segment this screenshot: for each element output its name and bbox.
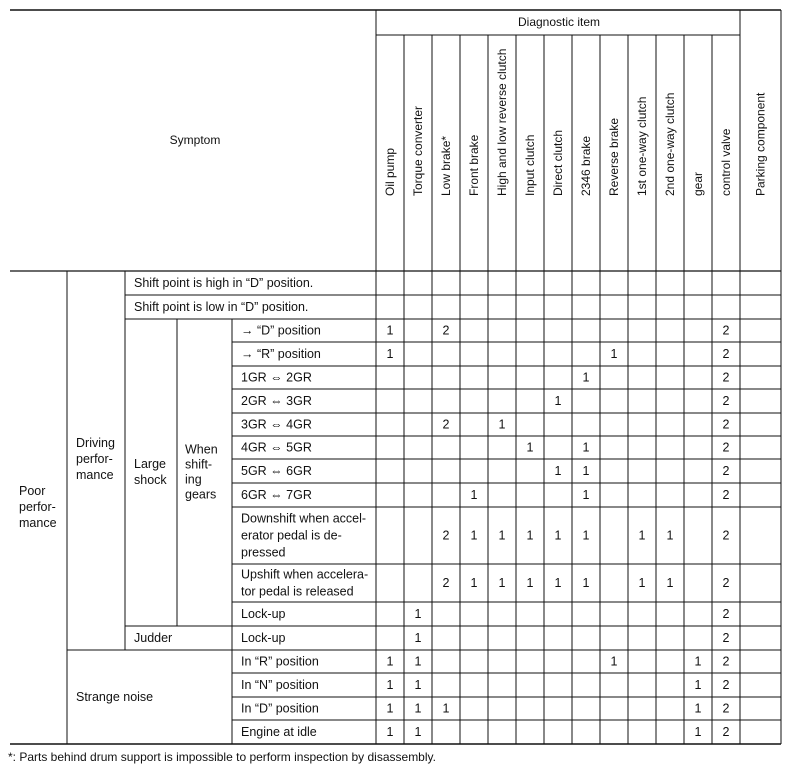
value-cell: 1 — [582, 488, 590, 502]
row-label: Lock-up — [241, 607, 286, 621]
value-cell: 1 — [386, 347, 394, 361]
group-label: Poor — [19, 484, 46, 498]
row-label: In “D” position — [241, 701, 319, 716]
value-cell: 1 — [386, 678, 394, 692]
column-header: Torque converter — [411, 105, 425, 196]
value-cell: 1 — [554, 394, 562, 408]
row-label: 4GR ⇔ 5GR — [241, 440, 312, 455]
row-group-labels — [19, 436, 218, 704]
value-cell: 1 — [666, 576, 674, 590]
group-label: Large — [134, 457, 166, 471]
value-cell: 1 — [638, 528, 646, 543]
value-cell: 1 — [414, 701, 422, 716]
footnote: *: Parts behind drum support is impossible to perform inspection by disassembly. — [8, 750, 436, 764]
column-header: 1st one-way clutch — [635, 96, 649, 196]
column-header: High and low reverse clutch — [495, 48, 509, 196]
column-header-parking: Parking component — [753, 92, 768, 196]
row-label: Shift point is low in “D” position. — [134, 300, 309, 314]
value-cell: 1 — [554, 576, 562, 590]
value-cell: 2 — [722, 528, 730, 543]
group-label: mance — [76, 468, 114, 482]
value-cell: 2 — [442, 417, 450, 432]
value-cell: 1 — [498, 417, 506, 432]
row-label: Engine at idle — [241, 725, 317, 739]
group-label: shock — [134, 473, 167, 487]
value-cell: 1 — [498, 576, 506, 590]
value-cell: 1 — [554, 528, 562, 543]
group-label: mance — [19, 516, 57, 530]
column-header: 2346 brake — [579, 135, 593, 196]
value-cell: 2 — [722, 370, 730, 385]
value-cell: 1 — [470, 488, 478, 502]
value-cell: 1 — [582, 528, 590, 543]
value-cell: 1 — [470, 528, 478, 543]
group-label: When — [185, 442, 218, 457]
value-cell: 1 — [582, 370, 590, 385]
row-label: Upshift when accelera- — [241, 567, 369, 582]
value-cell: 2 — [722, 607, 730, 621]
row-label: In “N” position — [241, 678, 319, 692]
value-cells — [387, 324, 730, 740]
group-label-judder: Judder — [134, 631, 173, 645]
row-label: 1GR ⇔ 2GR — [241, 370, 312, 385]
column-header: Low brake* — [439, 135, 453, 196]
value-cell: 1 — [582, 576, 590, 590]
column-header: Direct clutch — [551, 129, 565, 196]
symptom-header: Symptom — [169, 133, 221, 147]
group-label: perfor- — [19, 500, 56, 514]
value-cell: 2 — [722, 631, 730, 645]
diagnostic-item-header: Diagnostic item — [517, 15, 601, 29]
value-cell: 1 — [610, 347, 618, 361]
value-cell: 2 — [442, 576, 450, 590]
value-cell: 1 — [386, 701, 394, 716]
value-cell: 1 — [582, 464, 590, 478]
value-cell: 1 — [414, 631, 422, 645]
row-label: 6GR ⇔ 7GR — [241, 488, 312, 502]
column-header: gear — [691, 171, 705, 196]
value-cell: 1 — [414, 607, 422, 621]
value-cell: 1 — [526, 440, 534, 455]
value-cell: 2 — [722, 678, 730, 692]
value-cell: 2 — [722, 464, 730, 478]
row-label: Lock-up — [241, 631, 286, 645]
group-label-strange-noise: Strange noise — [76, 690, 154, 704]
value-cell: 2 — [442, 323, 450, 338]
value-cell: 2 — [722, 323, 730, 338]
value-cell: 1 — [610, 654, 618, 669]
value-cell: 1 — [554, 464, 562, 478]
row-label: erator pedal is de- — [241, 528, 342, 543]
value-cell: 1 — [386, 654, 394, 669]
value-cell: 2 — [722, 701, 730, 716]
row-label: tor pedal is released — [241, 584, 354, 599]
row-label: pressed — [241, 545, 286, 560]
value-cell: 2 — [722, 576, 730, 590]
value-cell: 1 — [526, 528, 534, 543]
value-cell: 1 — [386, 323, 394, 338]
column-header: Input clutch — [523, 134, 537, 196]
value-cell: 2 — [722, 440, 730, 455]
row-label: In “R” position — [241, 654, 319, 669]
value-cell: 1 — [442, 701, 450, 716]
column-header: Oil pump — [383, 147, 397, 196]
group-label: gears — [185, 487, 217, 502]
value-cell: 1 — [694, 701, 702, 716]
value-cell: 1 — [386, 725, 394, 739]
value-cell: 2 — [722, 725, 730, 739]
value-cell: 1 — [666, 528, 674, 543]
group-label: Driving — [76, 436, 115, 450]
row-label: 5GR ⇔ 6GR — [241, 464, 312, 478]
group-label: perfor- — [76, 452, 113, 466]
column-header: Front brake — [467, 134, 481, 196]
column-header: Reverse brake — [607, 117, 621, 196]
row-label: 2GR ⇔ 3GR — [241, 394, 312, 408]
row-label: → “D” position — [241, 323, 321, 338]
value-cell: 1 — [694, 654, 702, 669]
row-label: Shift point is high in “D” position. — [134, 276, 314, 290]
value-cell: 2 — [722, 488, 730, 502]
row-label: 3GR ⇔ 4GR — [241, 417, 312, 432]
value-cell: 1 — [414, 678, 422, 692]
value-cell: 1 — [526, 576, 534, 590]
group-label: shift- — [185, 457, 213, 472]
value-cell: 1 — [414, 725, 422, 739]
value-cell: 2 — [722, 347, 730, 361]
value-cell: 2 — [442, 528, 450, 543]
column-header: control valve — [719, 128, 733, 196]
value-cell: 1 — [470, 576, 478, 590]
row-label: → “R” position — [241, 347, 321, 361]
row-label: Downshift when accel- — [241, 511, 367, 526]
value-cell: 1 — [694, 725, 702, 739]
value-cell: 2 — [722, 417, 730, 432]
column-header: 2nd one-way clutch — [663, 92, 677, 196]
value-cell: 1 — [582, 440, 590, 455]
value-cell: 1 — [498, 528, 506, 543]
value-cell: 2 — [722, 394, 730, 408]
value-cell: 2 — [722, 654, 730, 669]
value-cell: 1 — [694, 678, 702, 692]
value-cell: 1 — [638, 576, 646, 590]
group-label: ing — [185, 472, 202, 487]
column-headers — [383, 49, 768, 196]
value-cell: 1 — [414, 654, 422, 669]
